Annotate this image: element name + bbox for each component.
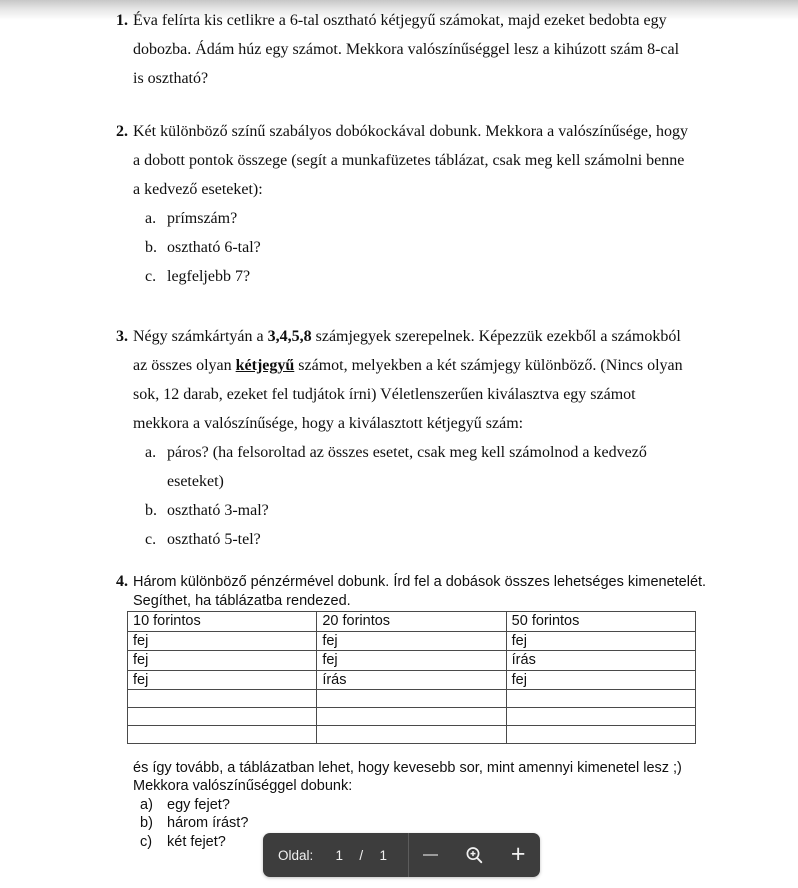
item-text: egy fejet?	[167, 796, 230, 813]
problem-3-line: az összes olyan kétjegyű számot, melyekben a két számjegy különböző. (Nincs olyan	[133, 357, 683, 374]
problem-2-number: 2.	[116, 123, 128, 140]
problem-1-line: is osztható?	[133, 70, 209, 87]
problem-2	[116, 117, 798, 291]
table-header-cell: 50 forintos	[506, 612, 695, 632]
page-navigation	[263, 848, 408, 863]
item-text: osztható 3-mal?	[167, 502, 269, 519]
table-cell: fej	[317, 631, 506, 651]
page-label: Oldal:	[278, 847, 314, 863]
table-cell: írás	[317, 670, 506, 690]
bold-underlined-word: kétjegyű	[235, 357, 295, 374]
problem-1	[116, 6, 798, 93]
item-label: a.	[145, 444, 157, 461]
table-cell: fej	[506, 631, 695, 651]
problem-4-item-a	[140, 796, 798, 815]
problem-3-line: mekkora a valószínűsége, hogy a kiválasztott kétjegyű szám:	[133, 415, 524, 432]
problem-4-note-line: és így tovább, a táblázatban lehet, hogy kevesebb sor, mint amennyi kimenetel lesz ;)	[133, 759, 682, 776]
minus-icon	[423, 854, 438, 856]
problem-2-line: a kedvező eseteket):	[133, 181, 263, 198]
problem-3-item-c	[145, 525, 798, 554]
table-row	[128, 651, 696, 671]
zoom-tool-button[interactable]	[456, 837, 492, 873]
table-cell	[128, 707, 317, 725]
problem-3-number: 3.	[116, 328, 128, 345]
table-header-cell: 20 forintos	[317, 612, 506, 632]
item-text: legfeljebb 7?	[167, 268, 251, 285]
table-cell: fej	[506, 670, 695, 690]
total-pages: 1	[379, 847, 388, 863]
problem-2-line: a dobott pontok összege (segít a munkafüzetes táblázat, csak meg kell számolni benne	[133, 152, 685, 169]
problem-3-item-b	[145, 496, 798, 525]
document-page	[116, 0, 798, 851]
item-text: osztható 5-tel?	[167, 531, 261, 548]
item-text: két fejet?	[167, 833, 226, 850]
table-cell	[317, 690, 506, 708]
table-header-cell: 10 forintos	[128, 612, 317, 632]
problem-3-line: Négy számkártyán a 3,4,5,8 számjegyek szerepelnek. Képezzük ezekből a számokból	[133, 328, 681, 345]
table-cell: írás	[506, 651, 695, 671]
table-row	[128, 725, 696, 743]
problem-2-item-c	[145, 262, 798, 291]
table-cell: fej	[128, 670, 317, 690]
item-label: b.	[145, 502, 157, 519]
table-header-row	[128, 612, 696, 632]
pdf-viewer-toolbar	[263, 833, 540, 877]
problem-2-item-a	[145, 204, 798, 233]
table-cell: fej	[128, 631, 317, 651]
item-text: prímszám?	[167, 210, 238, 227]
table-cell	[317, 707, 506, 725]
problem-4-line: Segíthet, ha táblázatba rendezed.	[133, 592, 351, 609]
zoom-in-button[interactable]	[500, 837, 536, 873]
problem-3-line: sok, 12 darab, ezeket fel tudjátok írni) Véletlenszerűen kiválasztva egy számot	[133, 386, 636, 403]
table-row	[128, 707, 696, 725]
coin-toss-table	[127, 611, 696, 744]
item-label: c.	[145, 268, 157, 285]
table-cell	[128, 725, 317, 743]
item-text: osztható 6-tal?	[167, 239, 261, 256]
table-cell	[506, 725, 695, 743]
plus-icon: +	[510, 839, 526, 868]
table-row	[128, 690, 696, 708]
item-label: a)	[140, 796, 153, 813]
page-separator: /	[359, 847, 364, 863]
table-cell	[317, 725, 506, 743]
item-label: c)	[140, 833, 153, 850]
current-page-input[interactable]: 1	[335, 847, 344, 863]
item-label: c.	[145, 531, 157, 548]
problem-3	[116, 322, 798, 554]
zoom-in-magnifier-icon	[464, 845, 485, 866]
problem-1-line: dobozba. Ádám húz egy számot. Mekkora valószínűséggel lesz a kihúzott szám 8-cal	[133, 41, 680, 58]
item-label: b)	[140, 815, 153, 832]
zoom-out-button[interactable]	[413, 837, 449, 873]
item-label: a.	[145, 210, 157, 227]
table-cell: fej	[317, 651, 506, 671]
problem-4-item-b	[140, 814, 798, 833]
table-row	[128, 670, 696, 690]
table-cell	[128, 690, 317, 708]
bold-digits: 3,4,5,8	[267, 328, 312, 345]
table-cell	[506, 707, 695, 725]
problem-2-line: Két különböző színű szabályos dobókockával dobunk. Mekkora a valószínűsége, hogy	[133, 123, 688, 140]
problem-1-line: Éva felírta kis cetlikre a 6-tal osztható kétjegyű számokat, majd ezeket bedobta egy	[133, 12, 667, 29]
problem-4	[116, 573, 798, 851]
item-text: három írást?	[167, 815, 249, 832]
table-cell: fej	[128, 651, 317, 671]
problem-1-number: 1.	[116, 12, 128, 29]
table-cell	[506, 690, 695, 708]
problem-3-item-a: a. páros? (ha felsoroltad az összes esetet, csak meg kell számolnod a kedvező eseteket)	[145, 438, 798, 496]
table-row	[128, 631, 696, 651]
problem-4-note-line: Mekkora valószínűséggel dobunk:	[133, 778, 353, 795]
problem-4-line: Három különböző pénzérmével dobunk. Írd fel a dobások összes lehetséges kimenetelét.	[133, 574, 707, 590]
problem-4-number: 4.	[116, 573, 128, 590]
problem-2-item-b	[145, 233, 798, 262]
item-label: b.	[145, 239, 157, 256]
zoom-controls	[409, 833, 540, 877]
